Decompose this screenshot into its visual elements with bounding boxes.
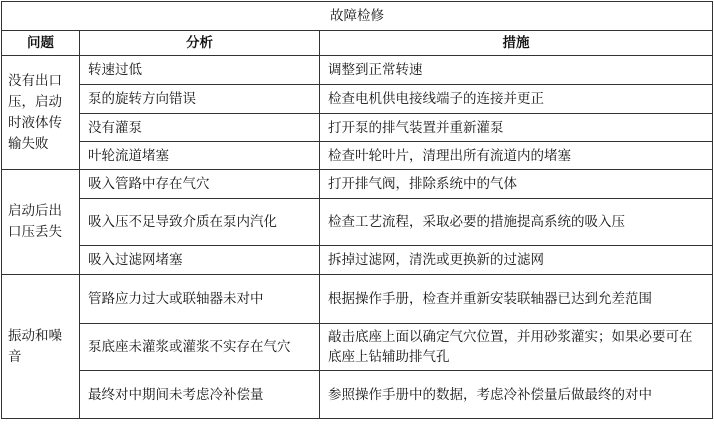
analysis-cell: 叶轮流道堵塞 <box>80 142 320 170</box>
action-cell: 敲击底座上面以确定气穴位置，并用砂浆灌实；如果必要可在底座上钻辅助排气孔 <box>320 324 713 371</box>
problem-cell: 振动和噪音 <box>2 275 80 419</box>
table-row <box>2 56 713 85</box>
analysis-cell: 最终对中期间未考虑冷补偿量 <box>80 371 320 419</box>
analysis-cell: 吸入过滤网堵塞 <box>80 246 320 275</box>
analysis-cell: 管路应力过大或联轴器未对中 <box>80 275 320 324</box>
analysis-cell: 吸入压不足导致介质在泵内汽化 <box>80 199 320 246</box>
analysis-cell: 泵的旋转方向错误 <box>80 85 320 114</box>
analysis-cell: 转速过低 <box>80 56 320 85</box>
action-cell: 打开排气阀，排除系统中的气体 <box>320 170 713 199</box>
header-action: 措施 <box>320 31 713 56</box>
title-row <box>2 2 713 31</box>
troubleshooting-table <box>1 1 713 419</box>
header-row <box>2 31 713 56</box>
table-row <box>2 371 713 419</box>
analysis-cell: 泵底座未灌浆或灌浆不实存在气穴 <box>80 324 320 371</box>
table-row <box>2 85 713 114</box>
action-cell: 参照操作手册中的数据，考虑冷补偿量后做最终的对中 <box>320 371 713 419</box>
header-analysis: 分析 <box>80 31 320 56</box>
table-row <box>2 275 713 324</box>
table-row <box>2 114 713 142</box>
table-row <box>2 142 713 170</box>
analysis-cell: 吸入管路中存在气穴 <box>80 170 320 199</box>
table-title: 故障检修 <box>2 2 713 31</box>
action-cell: 检查工艺流程，采取必要的措施提高系统的吸入压 <box>320 199 713 246</box>
troubleshooting-table-container <box>1 1 713 419</box>
action-cell: 检查电机供电接线端子的连接并更正 <box>320 85 713 114</box>
action-cell: 根据操作手册，检查并重新安装联轴器已达到允差范围 <box>320 275 713 324</box>
action-cell: 拆掉过滤网，清洗或更换新的过滤网 <box>320 246 713 275</box>
table-row <box>2 246 713 275</box>
table-row <box>2 199 713 246</box>
action-cell: 检查叶轮叶片，清理出所有流道内的堵塞 <box>320 142 713 170</box>
header-problem: 问题 <box>2 31 80 56</box>
table-row <box>2 170 713 199</box>
problem-cell: 没有出口压，启动时液体传输失败 <box>2 56 80 170</box>
analysis-cell: 没有灌泵 <box>80 114 320 142</box>
action-cell: 打开泵的排气装置并重新灌泵 <box>320 114 713 142</box>
problem-cell: 启动后出口压丢失 <box>2 170 80 275</box>
action-cell: 调整到正常转速 <box>320 56 713 85</box>
table-row <box>2 324 713 371</box>
